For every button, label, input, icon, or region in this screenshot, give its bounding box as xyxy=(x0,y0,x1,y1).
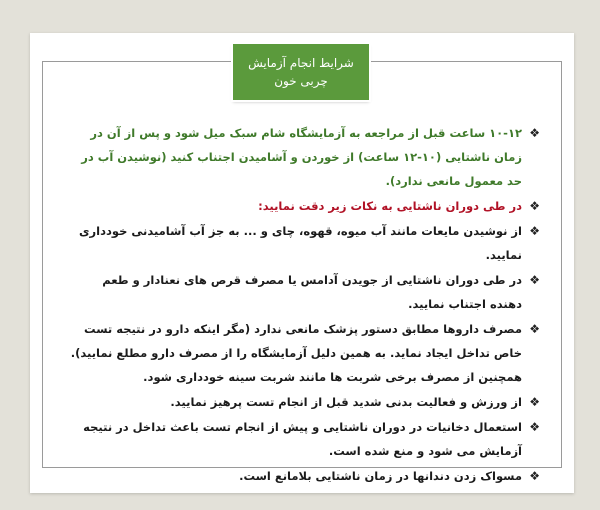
item-text: از ورزش و فعالیت بدنی شدید قبل از انجام تست پرهیز نمایید. xyxy=(170,395,522,409)
list-item xyxy=(70,390,540,414)
title-line-2: چربی خون xyxy=(274,74,328,88)
diamond-bullet-icon: ❖ xyxy=(529,322,540,336)
diamond-bullet-icon: ❖ xyxy=(529,420,540,434)
diamond-bullet-icon: ❖ xyxy=(529,395,540,409)
item-text: مصرف داروها مطابق دستور پزشک مانعی ندارد (مگر اینکه دارو در نتیجه تست خاص تداخل ایجاد نماید. به همین دلیل آزمایشگاه را از مصرف دارو مطلع نمایید). همچنین از مصرف برخی شربت ها مانند شربت سینه خودداری شود. xyxy=(70,322,522,384)
list-item xyxy=(70,194,540,218)
item-text: از نوشیدن مایعات مانند آب میوه، قهوه، چای و ... به جز آب آشامیدنی خودداری نمایید. xyxy=(78,224,522,262)
slide-card xyxy=(30,33,574,493)
list-item xyxy=(70,415,540,463)
diamond-bullet-icon: ❖ xyxy=(529,469,540,483)
list-item xyxy=(70,464,540,488)
list-item xyxy=(70,219,540,267)
conditions-list xyxy=(70,121,540,489)
diamond-bullet-icon: ❖ xyxy=(529,199,540,213)
diamond-bullet-icon: ❖ xyxy=(529,224,540,238)
item-text: استعمال دخانیات در دوران ناشتایی و پیش از انجام تست باعث تداخل در نتیجه آزمایش می شود و منع شده است. xyxy=(83,420,522,458)
item-text: در طی دوران ناشتایی از جویدن آدامس یا مصرف قرص های نعنادار و طعم دهنده اجتناب نمایید. xyxy=(102,273,522,311)
title-box xyxy=(233,44,369,100)
diamond-bullet-icon: ❖ xyxy=(529,273,540,287)
list-item xyxy=(70,317,540,389)
list-item xyxy=(70,268,540,316)
item-text: در طی دوران ناشتایی به نکات زیر دقت نمایید: xyxy=(258,199,522,213)
diamond-bullet-icon: ❖ xyxy=(529,126,540,140)
list-item xyxy=(70,121,540,193)
item-text: مسواک زدن دندانها در زمان ناشتایی بلامانع است. xyxy=(239,469,522,483)
item-text: ۱۰-۱۲ ساعت قبل از مراجعه به آزمایشگاه شام سبک میل شود و پس از آن در زمان ناشتایی (۱۰-۱۲ ساعت) از خوردن و آشامیدن اجتناب کنید (نوشیدن آب در حد معمول مانعی ندارد). xyxy=(81,126,522,188)
title-line-1: شرایط انجام آزمایش xyxy=(248,56,354,70)
